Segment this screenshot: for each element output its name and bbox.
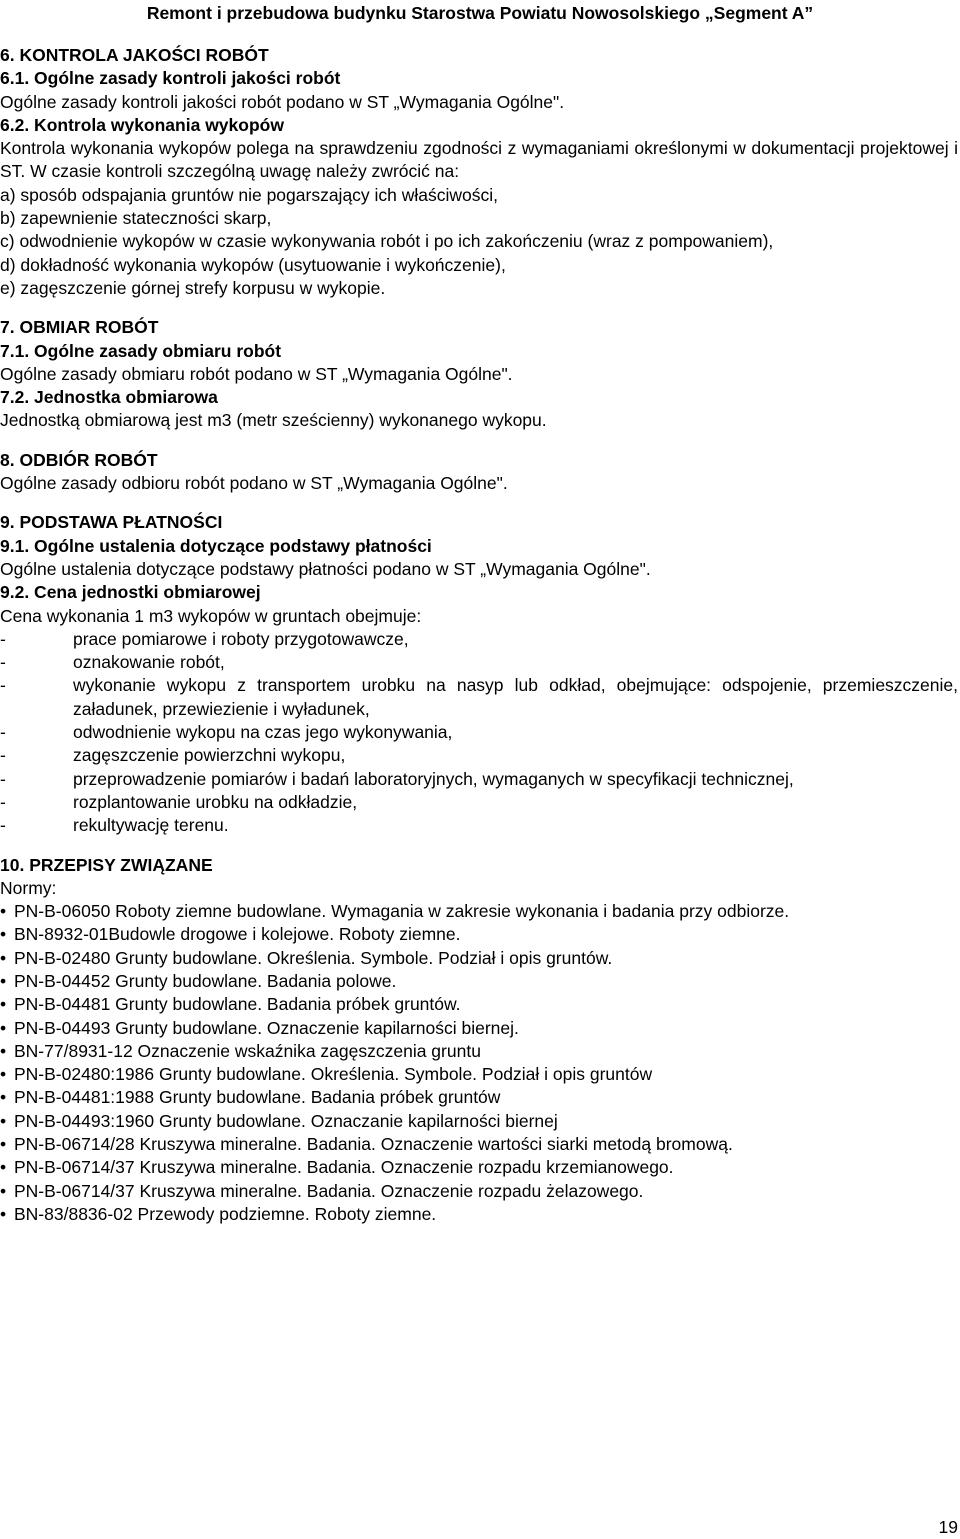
list-item	[0, 1156, 958, 1179]
dash-marker: -	[0, 791, 6, 812]
list-item: d) dokładność wykonania wykopów (usytuowanie i wykończenie),	[0, 254, 506, 275]
section-7-1-text: Ogólne zasady obmiaru robót podano w ST „Wymagania Ogólne".	[0, 363, 513, 384]
bullet-icon: •	[0, 924, 7, 945]
section-9-2-title: 9.2. Cena jednostki obmiarowej	[0, 582, 261, 603]
norm-text: PN-B-04452 Grunty budowlane. Badania polowe.	[14, 970, 397, 991]
list-item: a) sposób odspajania gruntów nie pogarszający ich właściwości,	[0, 184, 499, 205]
section-7-1-title: 7.1. Ogólne zasady obmiaru robót	[0, 340, 282, 361]
list-item	[0, 1063, 958, 1086]
list-item	[0, 721, 958, 744]
list-item: b) zapewnienie stateczności skarp,	[0, 208, 272, 229]
norm-text: BN-8932-01Budowle drogowe i kolejowe. Roboty ziemne.	[14, 924, 461, 945]
norm-text: PN-B-06714/37 Kruszywa mineralne. Badania. Oznaczenie rozpadu żelazowego.	[14, 1180, 644, 1201]
bullet-icon: •	[0, 1017, 7, 1038]
list-item	[0, 1110, 958, 1133]
dash-marker: -	[0, 768, 6, 789]
list-item	[0, 651, 958, 674]
bullet-icon: •	[0, 1203, 7, 1224]
list-item: e) zagęszczenie górnej strefy korpusu w wykopie.	[0, 277, 386, 298]
list-item-text: przeprowadzenie pomiarów i badań laboratoryjnych, wymaganych w specyfikacji technicznej,	[73, 768, 794, 789]
section-9-title: 9. PODSTAWA PŁATNOŚCI	[0, 512, 223, 533]
document-body	[0, 44, 958, 1226]
norm-text: PN-B-04481 Grunty budowlane. Badania próbek gruntów.	[14, 994, 461, 1015]
dash-marker: -	[0, 815, 6, 836]
list-item-text: wykonanie wykopu z transportem urobku na nasyp lub odkład, obejmujące: odspojenie, przemieszczenie, załadunek, przewiezienie i wyładunek,	[73, 675, 958, 719]
dash-marker: -	[0, 745, 6, 766]
section-9-1-text: Ogólne ustalenia dotyczące podstawy płatności podano w ST „Wymagania Ogólne".	[0, 558, 651, 579]
norm-text: BN-77/8931-12 Oznaczenie wskaźnika zagęszczenia gruntu	[14, 1040, 481, 1061]
section-7-2-text: Jednostką obmiarową jest m3 (metr sześcienny) wykonanego wykopu.	[0, 410, 547, 431]
section-10-title: 10. PRZEPISY ZWIĄZANE	[0, 854, 213, 875]
norm-text: PN-B-04493 Grunty budowlane. Oznaczenie kapilarności biernej.	[14, 1017, 519, 1038]
section-6-1-title: 6.1. Ogólne zasady kontroli jakości robót	[0, 68, 341, 89]
bullet-icon: •	[0, 1064, 7, 1085]
list-item	[0, 744, 958, 767]
list-item	[0, 1017, 958, 1040]
list-item	[0, 791, 958, 814]
bullet-icon: •	[0, 1110, 7, 1131]
section-8-text: Ogólne zasady odbioru robót podano w ST „Wymagania Ogólne".	[0, 473, 508, 494]
list-item-text: odwodnienie wykopu na czas jego wykonywania,	[73, 722, 453, 743]
page-number: 19	[938, 1517, 958, 1537]
section-6-title: 6. KONTROLA JAKOŚCI ROBÓT	[0, 45, 269, 65]
bullet-icon: •	[0, 994, 7, 1015]
norm-text: BN-83/8836-02 Przewody podziemne. Roboty ziemne.	[14, 1203, 437, 1224]
list-item	[0, 1086, 958, 1109]
norm-text: PN-B-06714/37 Kruszywa mineralne. Badania. Oznaczenie rozpadu krzemianowego.	[14, 1157, 674, 1178]
norm-text: PN-B-04493:1960 Grunty budowlane. Oznaczanie kapilarności biernej	[14, 1110, 558, 1131]
list-item-text: prace pomiarowe i roboty przygotowawcze,	[73, 628, 409, 649]
list-item-text: rekultywację terenu.	[73, 815, 229, 836]
list-item	[0, 1180, 958, 1203]
section-6-1-text: Ogólne zasady kontroli jakości robót podano w ST „Wymagania Ogólne".	[0, 91, 565, 112]
norms-label: Normy:	[0, 877, 57, 898]
section-8-title: 8. ODBIÓR ROBÓT	[0, 449, 158, 470]
list-item: c) odwodnienie wykopów w czasie wykonywania robót i po ich zakończeniu (wraz z pompowaniem),	[0, 231, 774, 252]
list-item	[0, 923, 958, 946]
list-item	[0, 674, 958, 721]
bullet-icon: •	[0, 1134, 7, 1155]
list-item-text: oznakowanie robót,	[73, 652, 225, 673]
norm-text: PN-B-06050 Roboty ziemne budowlane. Wymagania w zakresie wykonania i badania przy odbiorze.	[14, 901, 790, 922]
bullet-icon: •	[0, 1040, 7, 1061]
page-header: Remont i przebudowa budynku Starostwa Powiatu Nowosolskiego „Segment A”	[146, 3, 814, 23]
list-item-text: zagęszczenie powierzchni wykopu,	[73, 745, 346, 766]
list-item	[0, 1133, 958, 1156]
bullet-icon: •	[0, 970, 7, 991]
section-6-2-text: Kontrola wykonania wykopów polega na sprawdzeniu zgodności z wymaganiami określonymi w dokumentacji projektowej i ST. W czasie kontroli szczególną uwagę należy zwrócić na:	[0, 138, 958, 182]
norm-text: PN-B-06714/28 Kruszywa mineralne. Badania. Oznaczenie wartości siarki metodą bromową.	[14, 1134, 733, 1155]
list-item	[0, 1040, 958, 1063]
norm-text: PN-B-02480:1986 Grunty budowlane. Określenia. Symbole. Podział i opis gruntów	[14, 1064, 653, 1085]
list-item	[0, 993, 958, 1016]
section-9-1-title: 9.1. Ogólne ustalenia dotyczące podstawy płatności	[0, 535, 432, 556]
list-item	[0, 970, 958, 993]
section-9-2-text: Cena wykonania 1 m3 wykopów w gruntach obejmuje:	[0, 605, 422, 626]
list-item	[0, 1203, 958, 1226]
section-7-2-title: 7.2. Jednostka obmiarowa	[0, 387, 218, 408]
dash-marker: -	[0, 652, 6, 673]
norm-text: PN-B-04481:1988 Grunty budowlane. Badania próbek gruntów	[14, 1087, 501, 1108]
bullet-icon: •	[0, 901, 7, 922]
bullet-icon: •	[0, 1087, 7, 1108]
list-item	[0, 947, 958, 970]
norm-text: PN-B-02480 Grunty budowlane. Określenia. Symbole. Podział i opis gruntów.	[14, 947, 613, 968]
bullet-icon: •	[0, 1180, 7, 1201]
dash-marker: -	[0, 722, 6, 743]
list-item	[0, 900, 958, 923]
bullet-icon: •	[0, 1157, 7, 1178]
dash-marker: -	[0, 628, 6, 649]
list-item	[0, 628, 958, 651]
section-7-title: 7. OBMIAR ROBÓT	[0, 317, 159, 338]
dash-marker: -	[0, 675, 6, 696]
list-item	[0, 768, 958, 791]
list-item-text: rozplantowanie urobku na odkładzie,	[73, 791, 358, 812]
list-item	[0, 814, 958, 837]
section-6-2-title: 6.2. Kontrola wykonania wykopów	[0, 114, 284, 135]
bullet-icon: •	[0, 947, 7, 968]
